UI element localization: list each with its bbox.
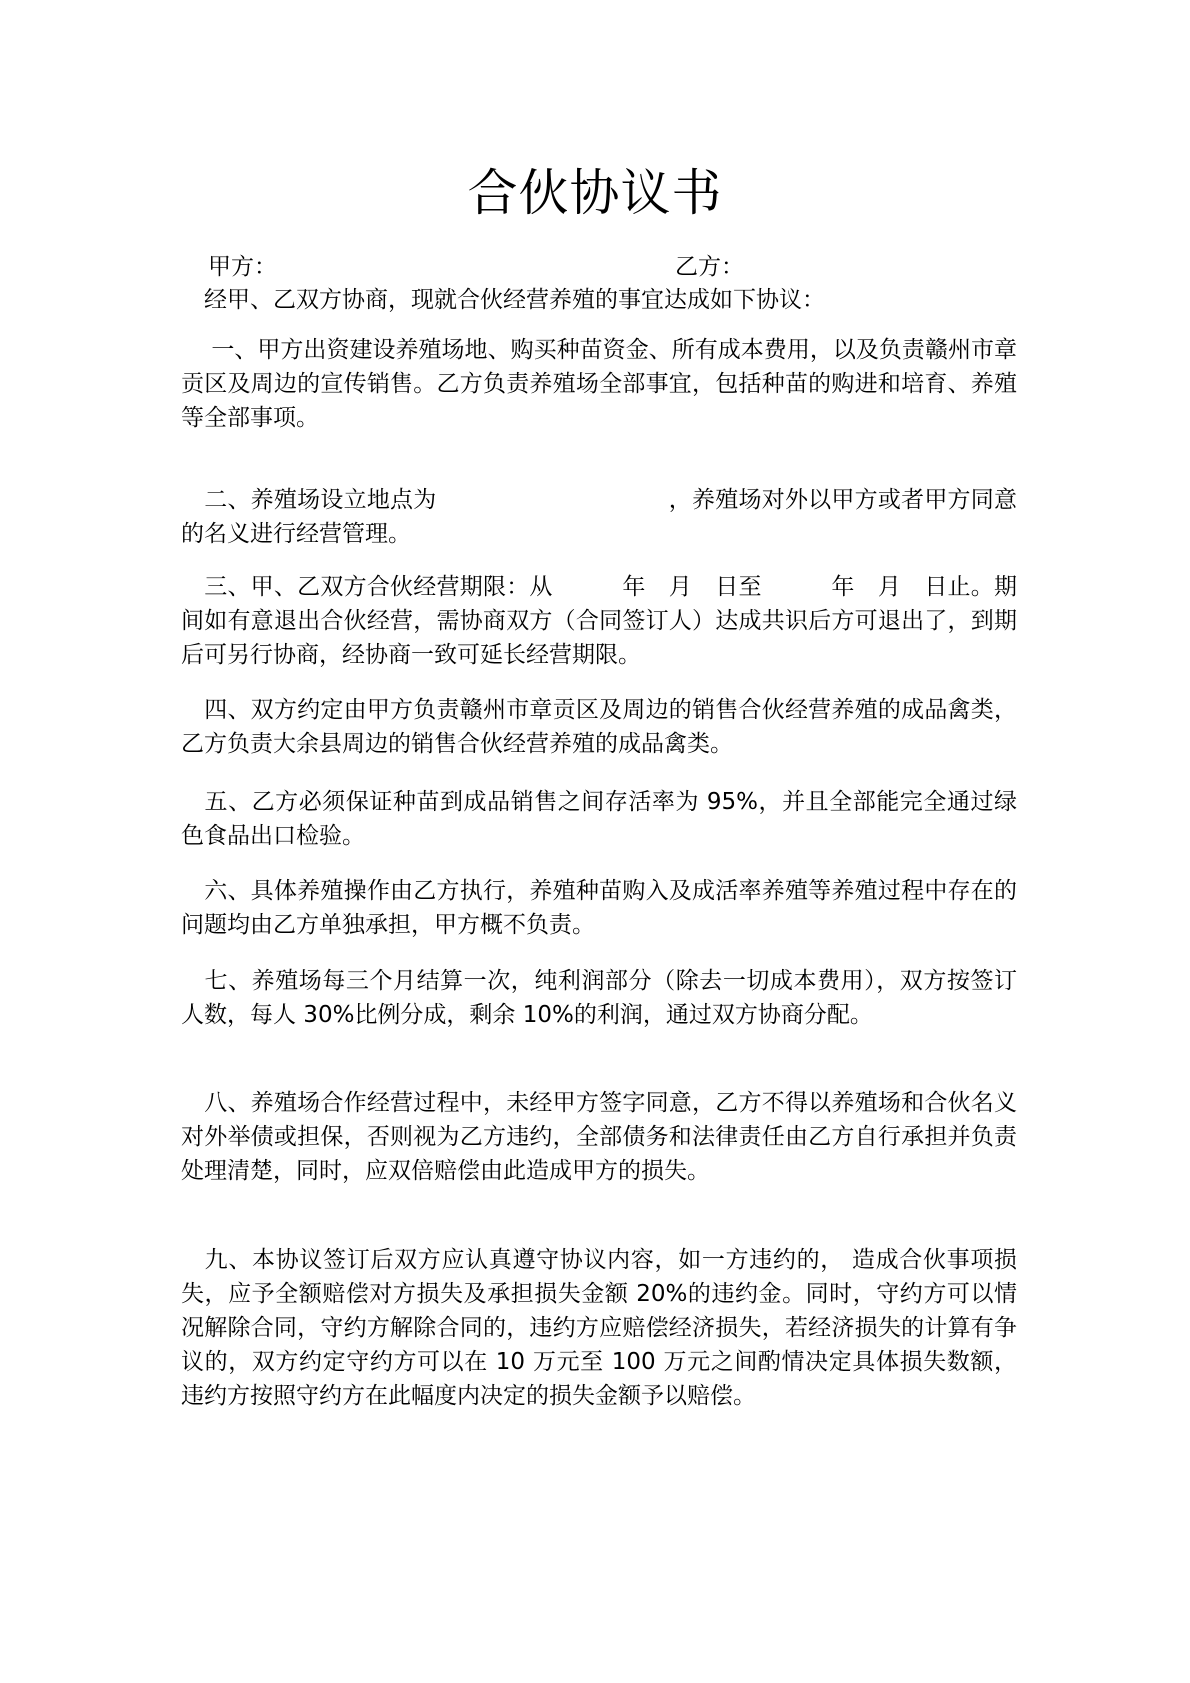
clause-8: 八、养殖场合作经营过程中，未经甲方签字同意，乙方不得以养殖场和合伙名义对外举债或担保，否则视为乙方违约，全部债务和法律责任由乙方自行承担并负责处理清楚，同时，应双倍赔偿由此造成甲方的损失。: [181, 1090, 1017, 1184]
intro-paragraph: 经甲、乙双方协商，现就合伙经营养殖的事宜达成如下协议：: [181, 287, 825, 313]
clause-2: 二、养殖场设立地点为 ，养殖场对外以甲方或者甲方同意的名义进行经营管理。: [181, 487, 1017, 547]
clause-7: 七、养殖场每三个月结算一次，纯利润部分（除去一切成本费用），双方按签订人数，每人 30%比例分成，剩余 10%的利润，通过双方协商分配。: [181, 968, 1017, 1028]
document-title: 合伙协议书: [467, 164, 723, 222]
clause-9: 九、本协议签订后双方应认真遵守协议内容，如一方违约的， 造成合伙事项损失，应予全额赔偿对方损失及承担损失金额 20%的违约金。同时，守约方可以情况解除合同，守约方解除合同的，违约方应赔偿经济损失，若经济损失的计算有争议的，双方约定守约方可以在 10 万元至 100 万元之间酌情决定具体损失数额，违约方按照守约方在此幅度内决定的损失金额予以赔偿。: [181, 1247, 1017, 1409]
party-b-label: 乙方：: [675, 254, 744, 280]
clause-3: 三、甲、乙双方合伙经营期限：从 年 月 日至 年 月 日止。期间如有意退出合伙经营，需协商双方（合同签订人）达成共识后方可退出了，到期后可另行协商，经协商一致可延长经营期限。: [181, 574, 1017, 668]
clause-1: 一、甲方出资建设养殖场地、购买种苗资金、所有成本费用，以及负责赣州市章贡区及周边的宣传销售。乙方负责养殖场全部事宜，包括种苗的购进和培育、养殖等全部事项。: [181, 337, 1017, 431]
party-a-label: 甲方：: [208, 254, 277, 280]
clause-4: 四、双方约定由甲方负责赣州市章贡区及周边的销售合伙经营养殖的成品禽类，乙方负责大余县周边的销售合伙经营养殖的成品禽类。: [181, 697, 1017, 757]
clause-6: 六、具体养殖操作由乙方执行，养殖种苗购入及成活率养殖等养殖过程中存在的问题均由乙方单独承担，甲方概不负责。: [181, 878, 1017, 938]
clause-5: 五、乙方必须保证种苗到成品销售之间存活率为 95%，并且全部能完全通过绿色食品出口检验。: [181, 789, 1017, 849]
parties-line: [208, 250, 1008, 284]
